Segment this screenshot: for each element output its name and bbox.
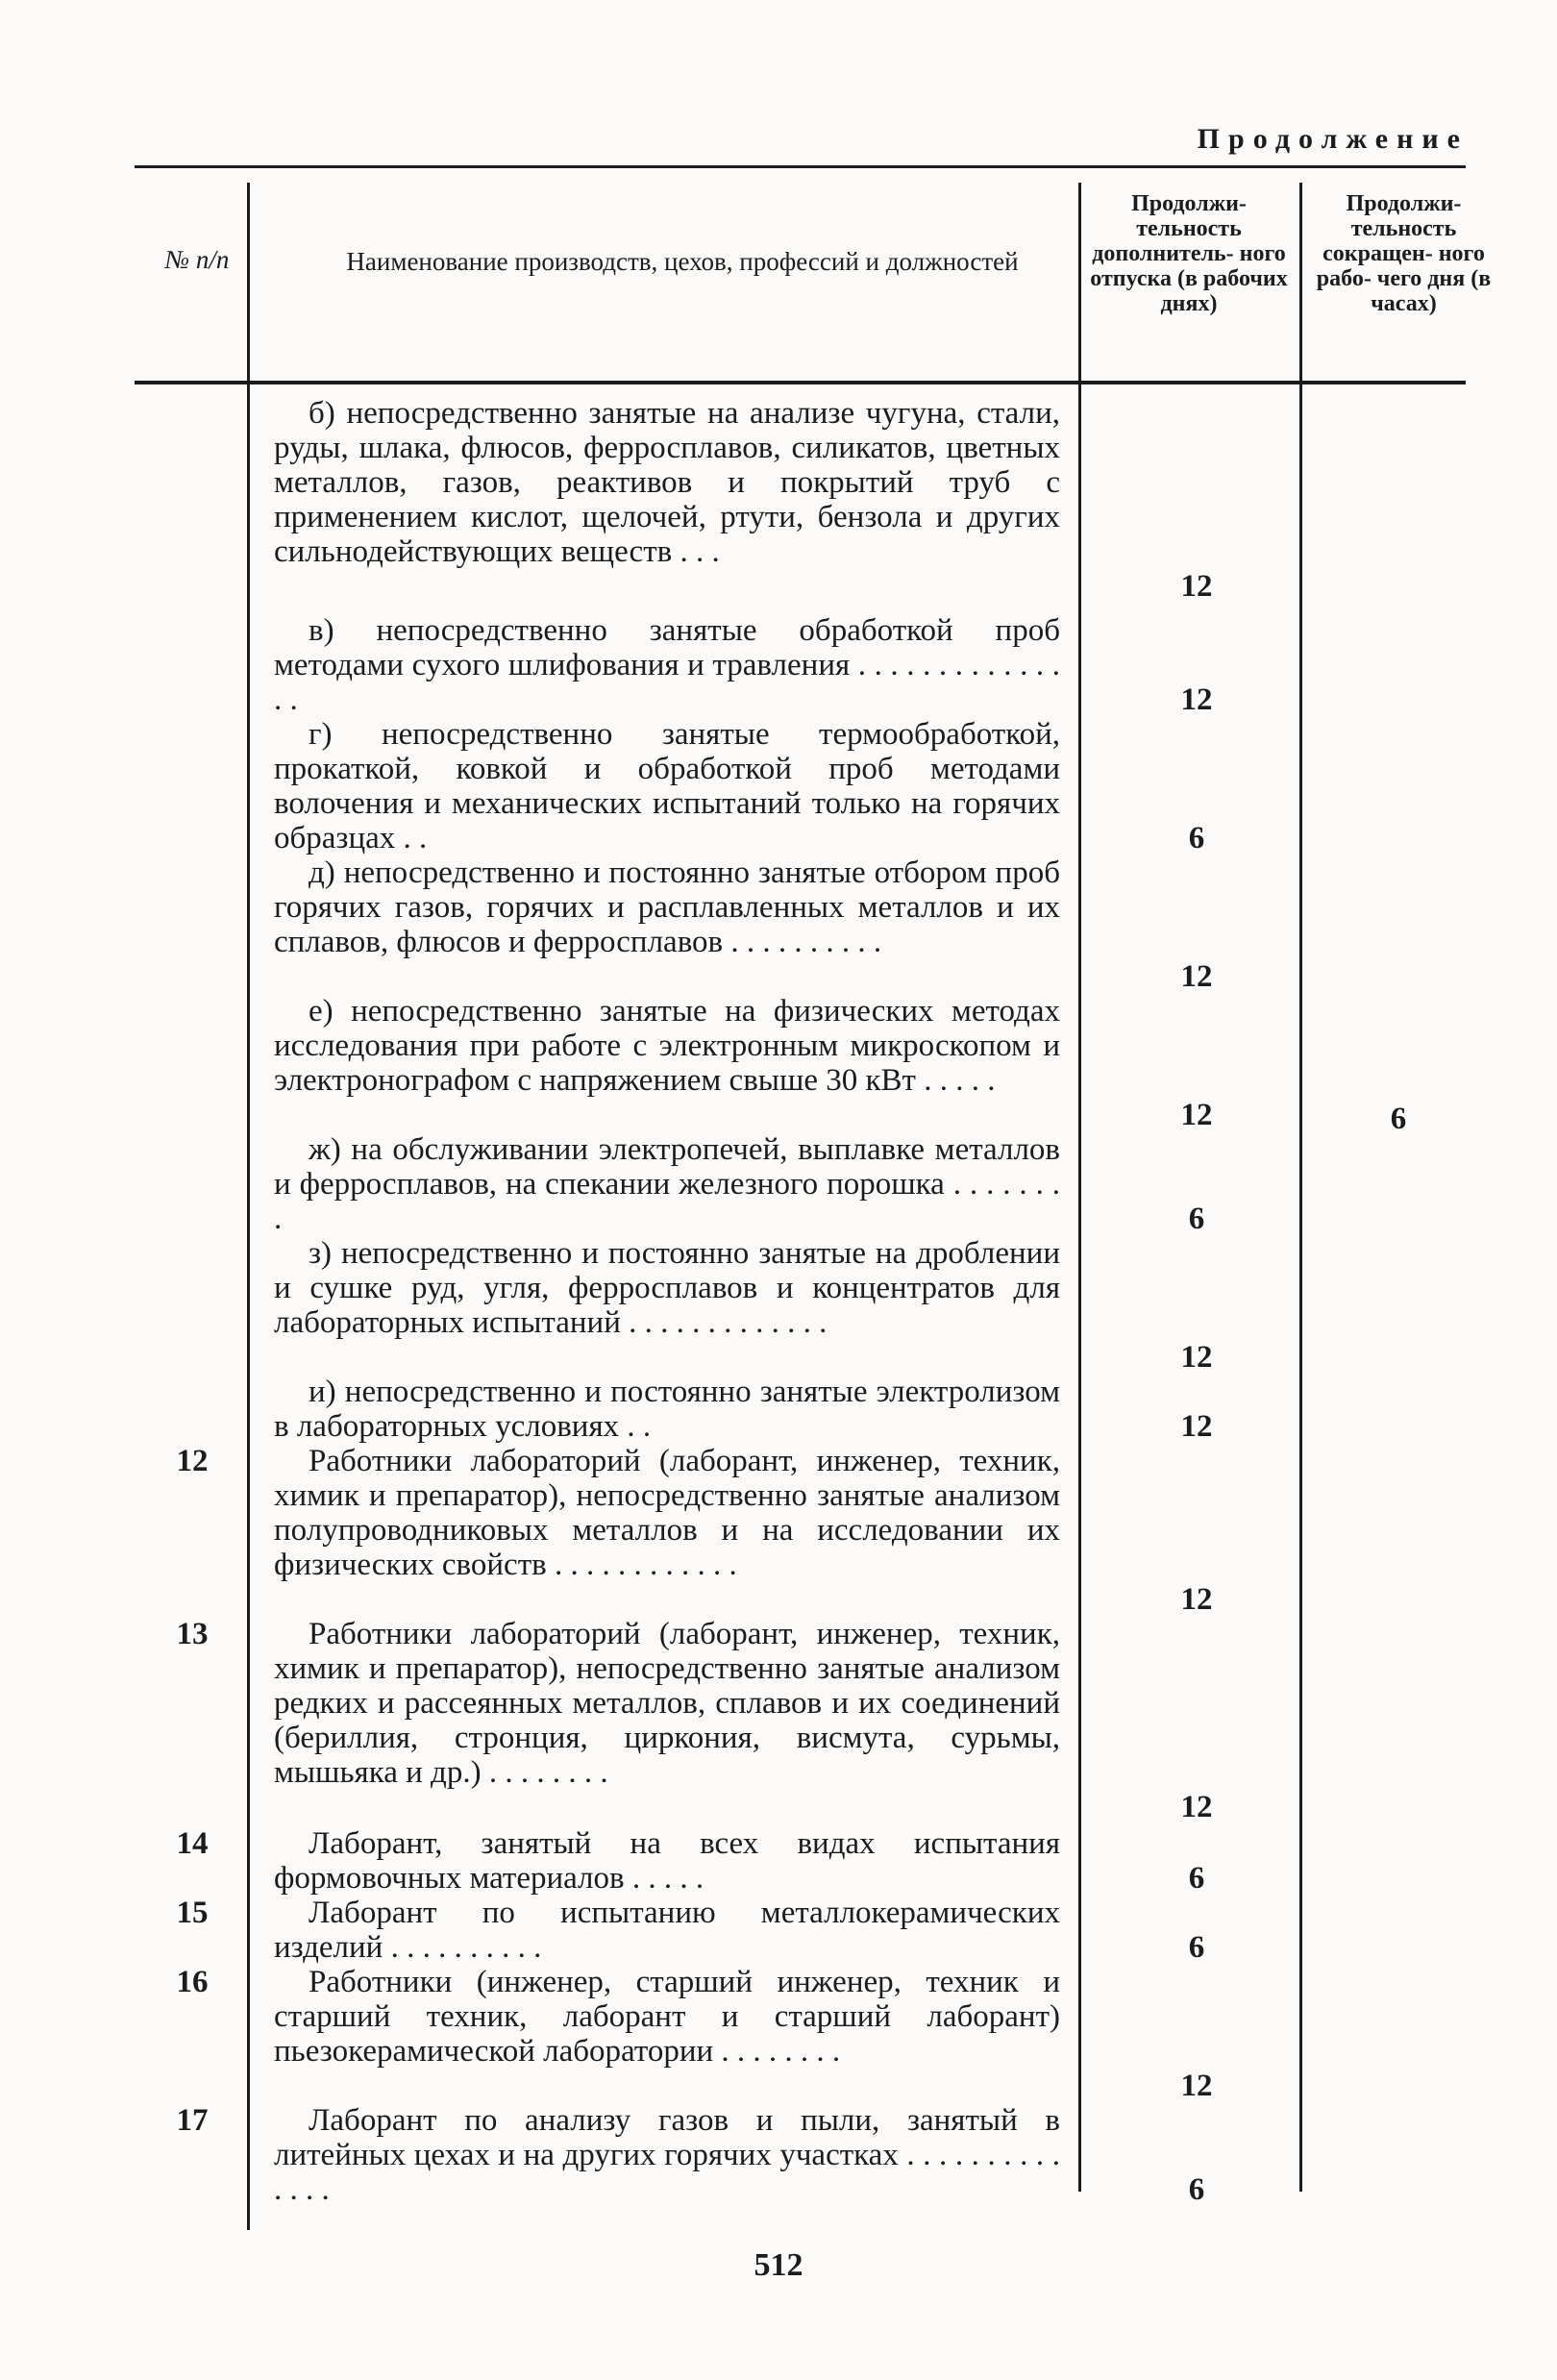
row-text [274,1236,1060,1340]
col-divider-2 [1078,183,1081,2192]
row-vacation-value: 12 [1180,1098,1213,1132]
row-text-content: ж) на обслуживании электропечей, выплавке металлов и ферросплавов, на спекании железного порошка . . . . . . . . [274,1132,1060,1236]
row-text-content: Лаборант по испытанию металлокерамических изделий . . . . . . . . . . [274,1896,1060,1965]
row-text-content: г) непосредственно занятые термообработкой, прокаткой, ковкой и обработкой проб методами волочения и механических испытаний только на горячих образцах . . [274,717,1060,855]
header-reduced-day-col: Продолжи- тельность сокращен- ного рабо- чего дня (в часах) [1316,191,1492,316]
row-text-content: Работники (инженер, старший инженер, техник и старший техник, лаборант и старший лаборант) пьезокерамической лаборатории . . . . . . . . [274,1965,1060,2069]
row-text-content: Работники лабораторий (лаборант, инженер, техник, химик и препаратор), непосредственно занятые анализом полупроводниковых металлов и на исследовании их физических свойств . . . . . . . . . . . . [274,1444,1060,1582]
reduced-day-merged-value: 6 [1390,1102,1407,1136]
row-vacation-value: 6 [1188,2172,1205,2207]
row-vacation-value: 12 [1180,1790,1213,1824]
row-vacation-value: 12 [1180,569,1213,604]
row-text-content: б) непосредственно занятые на анализе чугуна, стали, руды, шлака, флюсов, ферросплавов, силикатов, цветных металлов, газов, реактивов и покрытий труб с применением кислот, щелочей, ртути, бензола и других сильнодействующих веществ . . . [274,396,1060,569]
row-text [274,1132,1060,1236]
row-text [274,2103,1060,2207]
row-text [274,717,1060,855]
col-divider-3 [1299,183,1302,2192]
row-text-content: Лаборант, занятый на всех видах испытания формовочных материалов . . . . . [274,1826,1060,1896]
row-vacation-value: 12 [1180,1409,1213,1444]
row-number: 13 [176,1617,209,1651]
row-text [274,396,1060,569]
header-number-col: № п/п [164,245,230,274]
row-number: 16 [176,1965,209,1999]
row-text [274,1896,1060,1965]
row-text-content: д) непосредственно и постоянно занятые отбором проб горячих газов, горячих и расплавленных металлов и их сплавов, флюсов и ферросплавов . . . . . . . . . . [274,855,1060,959]
row-text-content: е) непосредственно занятые на физических методах исследования при работе с электронным микроскопом и электронографом с напряжением свыше 30 кВт . . . . . [274,994,1060,1098]
header-name-col: Наименование производств, цехов, профессий и должностей [346,247,1019,276]
row-text-content: з) непосредственно и постоянно занятые на дроблении и сушке руд, угля, ферросплавов и концентратов для лабораторных испытаний . . . . . . . . . . . . . [274,1236,1060,1340]
row-text [274,1826,1060,1896]
row-text-content: Работники лабораторий (лаборант, инженер, техник, химик и препаратор), непосредственно занятые анализом редких и рассеянных металлов, сплавов и их соединений (бериллия, стронция, циркония, висмута, сурьмы, мышьяка и др.) . . . . . . . . [274,1617,1060,1790]
row-number: 14 [176,1826,209,1861]
row-vacation-value: 12 [1180,1582,1213,1617]
row-number: 15 [176,1896,209,1930]
header-vacation-col: Продолжи- тельность дополнитель- ного отпуска (в рабочих днях) [1090,191,1288,316]
row-vacation-value: 6 [1188,1202,1205,1236]
row-text [274,1965,1060,2069]
row-vacation-value: 6 [1188,1861,1205,1896]
table-top-rule [135,165,1466,168]
row-text [274,1617,1060,1790]
row-number: 17 [176,2103,209,2138]
row-text [274,994,1060,1098]
row-number: 12 [176,1444,209,1478]
row-text-content: и) непосредственно и постоянно занятые электролизом в лабораторных условиях . . [274,1375,1060,1444]
row-text-content: в) непосредственно занятые обработкой проб методами сухого шлифования и травления . . . . . . . . . . . . . . . [274,613,1060,717]
row-vacation-value: 6 [1188,821,1205,855]
row-vacation-value: 12 [1180,2069,1213,2103]
row-text [274,1375,1060,1444]
row-text [274,613,1060,717]
col-divider-1 [247,183,250,2230]
row-vacation-value: 12 [1180,959,1213,994]
row-vacation-value: 12 [1180,1340,1213,1375]
row-text [274,1444,1060,1582]
page-number: 512 [754,2247,803,2283]
table-header-rule [135,381,1466,384]
row-vacation-value: 6 [1188,1930,1205,1965]
row-text [274,855,1060,959]
row-text-content: Лаборант по анализу газов и пыли, занятый в литейных цехах и на других горячих участках . . . . . . . . . . . . . . [274,2103,1060,2207]
continuation-label: Продолжение [1197,123,1469,155]
row-vacation-value: 12 [1180,682,1213,717]
